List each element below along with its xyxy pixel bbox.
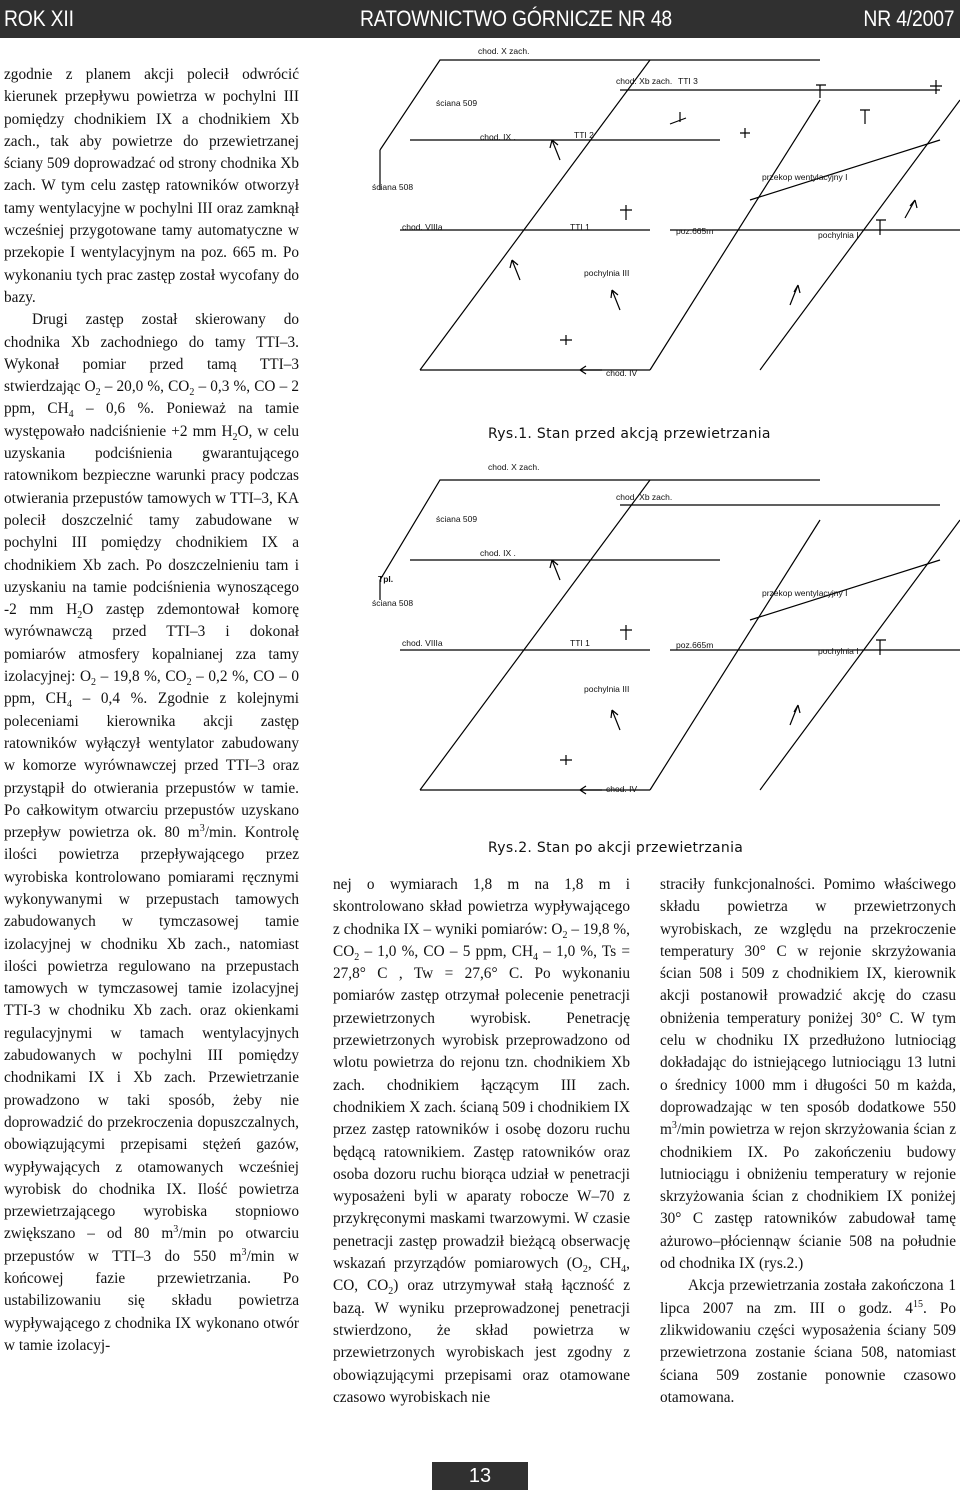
fig1-label-chod-xb: chod. Xb zach. (616, 76, 673, 86)
fig1-label-chod-x: chod. X zach. (478, 46, 530, 56)
article-column-3: straciły funkcjonalności. Pomimo właściwego składu powietrza w przewietrzonych wyrobiskach, ze względu na przekroczenie temperatury 30° C w rejonie skrzyżowania ścian 508 i 509 z chodnikiem IX, kierownik akcji postanowił prowadzić akcję do czasu obniżenia temperatury poniżej 30° C. W tym celu w chodniku IX przedłużono lutniociąg dokładając do istniejącego lutniociągu 13 lutni o średnicy 1000 mm i długości 50 m każda, doprowadzając w ten sposób dodatkowe 550 $m^3/\min$ powietrza w rejon skrzyżowania ścian z chodnikiem IX. Po zakończeniu budowy lutniociągu i obniżeniu temperatury w rejonie skrzyżowania ścian z chodnikiem IX poniżej 30° C zastęp ratowników zabudował tamę ażurowo–płóciennąw ścianie 508 na południe od chodnika IX (rys.2.) Akcja przewietrzania została zakończona 1 lipca 2007 na zm. III o godz. $4^{15}$. Po zlikwidowaniu części wyposażenia ściany 509 przewietrzona zostanie ściana 508, natomiast ściana 509 zostanie ponownie czasowo otamowana. (660, 876, 956, 1406)
fig2-label-pochylnia-iii: pochylnia III (584, 684, 630, 694)
fig1-pochylnia-i (760, 100, 960, 370)
fig1-label-chod-iv: chod. IV (606, 368, 638, 378)
header-issue: NR 4/2007 (863, 6, 954, 31)
header-journal-title: RATOWNICTWO GÓRNICZE NR 48 (360, 6, 673, 31)
fig2-label-przekop: przekop wentylacyjny I (762, 588, 848, 598)
fig2-pochylnia-i (760, 520, 960, 790)
article-column-2: nej o wymiarach 1,8 m na 1,8 m i skontrolowano skład powietrza wypływającego z chodnika IX – wyniki pomiarów: $O_2 - 19,8$ %, $CO_2 - 1,0$ %, CO – 5 ppm, $CH_4 - 1,0$ %, Ts = 27,8° C , Tw = 27,6° C. Po wykonaniu pomiarów zastęp otrzymał polecenie penetracji przewietrzonych wyrobisk. Penetrację przewietrzonych wyrobisk przeprowadzono od wlotu powietrza do rejonu tzn. chodnikiem Xb zach. chodnikiem łączącym III zach. chodnikiem X zach. ścianą 509 i chodnikiem IX przez zastęp ratowników i osobę dozoru ruchu będącą ratownikiem. Zastęp ratowników oraz osoba dozoru ruchu biorąca udział w penetracji wyposażeni byli w aparaty robocze W–70 z przykręconymi maskami twarzowymi. W czasie penetracji zastęp prowadził bieżącą obserwację wskazań przyrządów pomiarowych ($O_2$, $CH_4$, CO, $CO_2$) oraz utrzymywał stałą łączność z bazą. W wyniku przeprowadzonej penetracji stwierdzono, że skład powietrza w przewietrzonych wyrobiskach jest zgodny z obowiązującymi przepisami oraz otamowane czasowo wyrobiskach nie (333, 876, 630, 1406)
fig1-label-pochylnia-i: pochylnia I (818, 230, 859, 240)
fig2-pochylnia-iii (420, 480, 650, 790)
page-number: 13 (432, 1462, 528, 1490)
mine-ventilation-diagrams (320, 40, 960, 860)
fig2-label-chod-xb: chod. Xb zach. (616, 492, 673, 502)
fig2-label-chod-viiia: chod. VIIIa (402, 638, 443, 648)
fig2-caption: Rys.2. Stan po akcji przewietrzania (488, 840, 744, 856)
fig2-label-tpl: Tpl. (378, 574, 394, 584)
fig2-label-sciana-508: ściana 508 (372, 598, 414, 608)
fig2-label-chod-x: chod. X zach. (488, 462, 540, 472)
fig1-label-poz: poz.665m (676, 226, 714, 236)
fig2-sciana-outline (380, 480, 560, 580)
fig2-label-poz: poz.665m (676, 640, 714, 650)
article-column-1: zgodnie z planem akcji polecił odwrócić kierunek przepływu powietrza w pochylni III pomiędzy chodnikiem IX a chodnikiem Xb zach., tak aby powietrze do przewietrzanej ściany 509 doprowadzać od strony chodnika Xb zach. W tym celu zastęp ratowników otworzył tamy wentylacyjne w pochylni III oraz zamknął wcześniej przygotowane tamy automatyczne w przekopie I wentylacyjnym na poz. 665 m. Po wykonaniu tych prac zastęp został wycofany do bazy. Drugi zastęp został skierowany do chodnika Xb zachodniego do tamy TTI–3. Wykonał pomiar przed tamą TTI–3 stwierdzając $O_2 - 20,0$ %, $CO_2 - 0,3$ %, CO – 2 ppm, $CH_4 - 0,6$ %. Ponieważ na tamie występowało nadciśnienie +2 mm $H_2O$, w celu uzyskania podciśnienia gwarantującego ratownikom bezpieczne warunki pracy podczas otwierania przepustów tamowych w TTI–3, KA polecił doszczelnić tamy zabudowane w pochylni III pomiędzy chodnikiem IX a chodnikiem Xb zach. Po doszczelnieniu tam i uzyskaniu na tamie podciśnienia wynoszącego -2 mm $H_2O$ zastęp zdemontował komorę wyrównawczą przed TTI–3 i dokonał pomiarów atmosfery kopalnianej zza tamy izolacyjnej: $O_2 - 19,8$ %, $CO_2 - 0,2$ %, CO – 0 ppm, $CH_4 - 0,4$ %. Zgodnie z kolejnymi poleceniami kierownika akcji zastęp ratowników wyłączył wentylator zabudowany w komorze wyrównawczej przed TTI–3 oraz przystąpił do otwierania przepustów w tamie. Po całkowitym otwarciu przepustów uzyskano przepływ powietrza ok. 80 $m^3/\min$. Kontrolę ilości powietrza przepływającego przez wyrobiska kontrolowano pomiarami ręcznymi wykonywanymi w przepustach tamowych zabudowanych w tymczasowej tamie izolacyjnej w chodniku Xb zach., natomiast ilości powietrza regulowano na przepustach tamowych w tymczasowej tamie izolacyjnej TTI-3 w chodniku Xb zach. oraz okienkami regulacyjnymi w tamach wentylacyjnych zabudowanych w pochylni III pomiędzy chodnikami IX i Xb zach. Przewietrzanie prowadzono w taki sposób, żeby nie doprowadzić do przekroczenia dopuszczalnych, obowiązującymi przepisami stężeń gazów, wypływających z otamowanych wcześniej wyrobisk do chodnika IX. Ilość powietrza przewietrzającego wyrobiska stopniowo zwiększano – od 80 $m^3/\min$ po otwarciu przepustów w TTI–3 do 550 $m^3/\min$ w końcowej fazie przewietrzania. Po ustabilizowaniu się składu powietrza wypływającego z chodnika IX wykonano otwór w tamie izolacyj- (4, 66, 300, 1354)
page-header (0, 0, 960, 38)
fig1-label-tti2: TTI 2 (574, 130, 594, 140)
fig2-label-sciana-509: ściana 509 (436, 514, 478, 524)
fig1-label-tti3: TTI 3 (678, 76, 698, 86)
fig1-label-tti1: TTI 1 (570, 222, 590, 232)
fig2-label-tti1: TTI 1 (570, 638, 590, 648)
fig1-label-sciana-509: ściana 509 (436, 98, 478, 108)
fig1-label-pochylnia-iii: pochylnia III (584, 268, 630, 278)
fig1-label-chod-ix: chod. IX . (480, 132, 516, 142)
fig1-label-chod-viiia: chod. VIIIa (402, 222, 443, 232)
fig1-label-przekop: przekop wentylacyjny I (762, 172, 848, 182)
header-volume: ROK XII (4, 6, 74, 31)
fig2-label-chod-ix: chod. IX . (480, 548, 516, 558)
fig1-przekop (750, 140, 940, 200)
fig2-label-chod-iv: chod. IV (606, 784, 638, 794)
fig2-label-pochylnia-i: pochylnia I (818, 646, 859, 656)
fig1-label-sciana-508: ściana 508 (372, 182, 414, 192)
ventilation-figures (320, 40, 960, 860)
fig1-caption: Rys.1. Stan przed akcją przewietrzania (488, 426, 771, 442)
